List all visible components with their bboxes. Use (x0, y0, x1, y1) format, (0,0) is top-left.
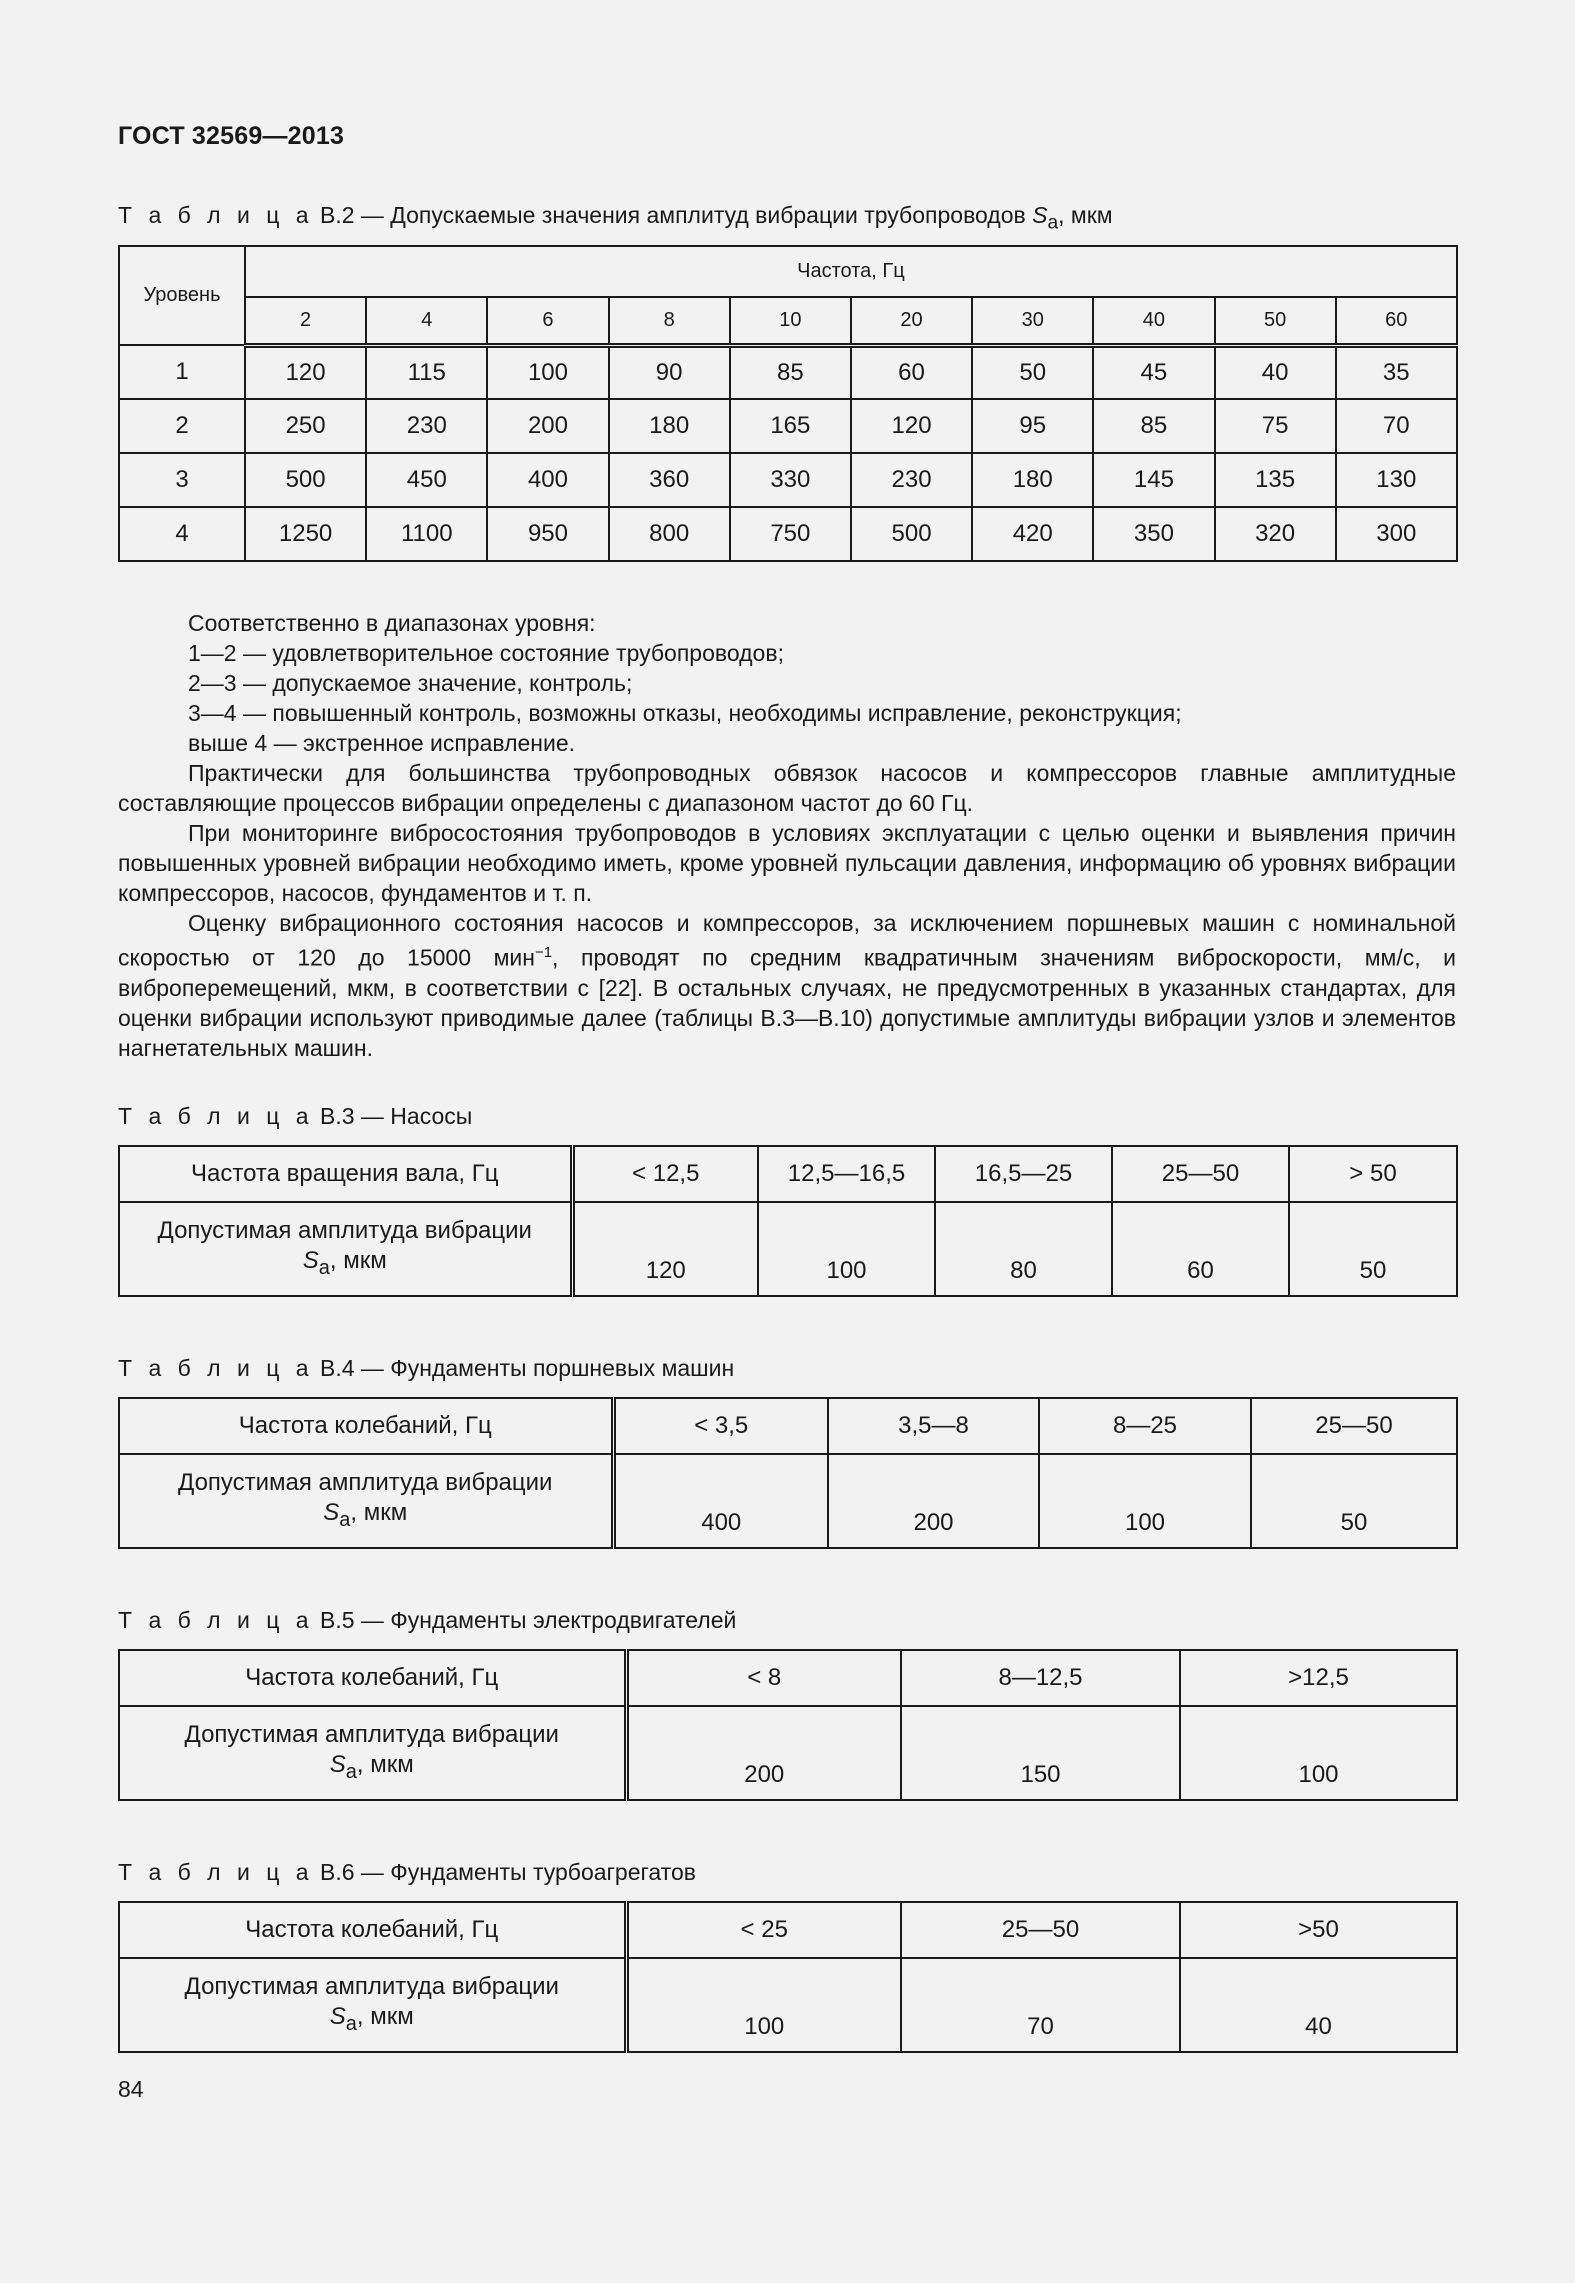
frequency-cell: 8 (609, 297, 730, 345)
level-item: 3—4 — повышенный контроль, возможны отказы, необходимы исправление, реконструкция; (188, 700, 1182, 726)
frequency-cell: 6 (487, 297, 608, 345)
row-label: Частота колебаний, Гц (119, 1902, 626, 1958)
value-cell: 120 (851, 399, 972, 453)
value-cell: 85 (1093, 399, 1214, 453)
value-cell: 145 (1093, 453, 1214, 507)
value-cell: 80 (935, 1202, 1112, 1296)
level-header: Уровень (119, 246, 245, 345)
value-cell: 330 (730, 453, 851, 507)
range-cell: 8—25 (1039, 1398, 1251, 1454)
value-cell: 40 (1215, 345, 1336, 399)
row-label: Допустимая амплитуда вибрации $S_a$, мкм (119, 1706, 626, 1800)
frequency-cell: 4 (366, 297, 487, 345)
caption-unit: , мкм (1058, 202, 1113, 228)
document-header: ГОСТ 32569—2013 (118, 122, 345, 150)
value-cell: 180 (609, 399, 730, 453)
table-b2-body (119, 345, 1457, 561)
caption-subscript: a (1047, 212, 1059, 234)
value-cell: 1100 (366, 507, 487, 561)
value-cell: 1250 (245, 507, 366, 561)
value-cell: 800 (609, 507, 730, 561)
table-b4 (118, 1397, 1458, 1549)
value-cell: 500 (851, 507, 972, 561)
value-cell: 40 (1180, 1958, 1457, 2052)
table-b6-caption: Т а б л и ц а В.6 — Фундаменты турбоагрегатов (118, 1859, 696, 1885)
value-cell: 115 (366, 345, 487, 399)
value-cell: 250 (245, 399, 366, 453)
amplitude-row (119, 1706, 1457, 1800)
value-cell: 60 (851, 345, 972, 399)
range-cell: 16,5—25 (935, 1146, 1112, 1202)
value-cell: 150 (901, 1706, 1180, 1800)
value-cell: 120 (245, 345, 366, 399)
table-b3-caption: Т а б л и ц а В.3 — Насосы (118, 1103, 473, 1129)
value-cell: 100 (1039, 1454, 1251, 1548)
frequency-header: Частота, Гц (245, 246, 1457, 297)
paragraph: Практически для большинства трубопроводных обвязок насосов и компрессоров главные амплитудные составляющие процессов вибрации определены с диапазоном частот до 60 Гц. (118, 760, 1456, 816)
row-label: Частота колебаний, Гц (119, 1398, 613, 1454)
value-cell: 200 (626, 1706, 901, 1800)
value-cell: 350 (1093, 507, 1214, 561)
value-cell: 75 (1215, 399, 1336, 453)
range-cell: 25—50 (1251, 1398, 1457, 1454)
level-item: 1—2 — удовлетворительное состояние трубопроводов; (188, 640, 784, 666)
frequency-cell: 10 (730, 297, 851, 345)
range-cell: 25—50 (901, 1902, 1180, 1958)
value-cell: 135 (1215, 453, 1336, 507)
range-cell: < 8 (626, 1650, 901, 1706)
value-cell: 450 (366, 453, 487, 507)
caption-text: В.2 — Допускаемые значения амплитуд вибрации трубопроводов (319, 202, 1026, 228)
table-row (119, 345, 1457, 399)
value-cell: 50 (1251, 1454, 1457, 1548)
value-cell: 950 (487, 507, 608, 561)
value-cell: 45 (1093, 345, 1214, 399)
range-cell: >50 (1180, 1902, 1457, 1958)
row-label: Частота колебаний, Гц (119, 1650, 626, 1706)
frequency-row (119, 1146, 1457, 1202)
level-item: 2—3 — допускаемое значение, контроль; (188, 670, 633, 696)
table-b6 (118, 1901, 1458, 2053)
level-list (118, 608, 1456, 758)
frequency-cell: 60 (1336, 297, 1457, 345)
intro-line: Соответственно в диапазонах уровня: (188, 610, 596, 636)
value-cell: 50 (972, 345, 1093, 399)
amplitude-row (119, 1958, 1457, 2052)
frequency-row (119, 1398, 1457, 1454)
table-row (119, 399, 1457, 453)
table-row (119, 507, 1457, 561)
table-b5 (118, 1649, 1458, 1801)
paragraph: Оценку вибрационного состояния насосов и компрессоров, за исключением поршневых машин с номинальной скоростью от 120 до 15000 мин$^{-1}$, проводят по средним квадратичным значениям виброскорости, мм/с, и виброперемещений, мкм, в соответствии с [22]. В остальных случаях, не предусмотренных в указанных стандартах, для оценки вибрации используют приводимые далее (таблицы В.3—В.10) допустимые амплитуды вибрации узлов и элементов нагнетательных машин. (118, 910, 1457, 1061)
value-cell: 35 (1336, 345, 1457, 399)
value-cell: 400 (487, 453, 608, 507)
row-label: Частота вращения вала, Гц (119, 1146, 572, 1202)
range-cell: < 12,5 (572, 1146, 758, 1202)
value-cell: 120 (572, 1202, 758, 1296)
range-cell: 25—50 (1112, 1146, 1289, 1202)
range-cell: > 50 (1289, 1146, 1457, 1202)
level-cell: 1 (119, 345, 245, 399)
value-cell: 420 (972, 507, 1093, 561)
value-cell: 750 (730, 507, 851, 561)
frequency-cell: 20 (851, 297, 972, 345)
value-cell: 100 (626, 1958, 901, 2052)
page-number: 84 (118, 2076, 144, 2102)
frequency-cell: 2 (245, 297, 366, 345)
range-cell: >12,5 (1180, 1650, 1457, 1706)
frequency-row (119, 297, 1457, 345)
value-cell: 70 (1336, 399, 1457, 453)
frequency-row (119, 1902, 1457, 1958)
value-cell: 85 (730, 345, 851, 399)
frequency-cell: 40 (1093, 297, 1214, 345)
row-label: Допустимая амплитуда вибрации $S_a$, мкм (119, 1202, 572, 1296)
body-text (118, 608, 1456, 1063)
caption-symbol: S (1032, 202, 1048, 228)
caption-prefix: Т а б л и ц а (118, 202, 314, 228)
level-cell: 3 (119, 453, 245, 507)
range-cell: 12,5—16,5 (758, 1146, 935, 1202)
value-cell: 200 (487, 399, 608, 453)
value-cell: 100 (1180, 1706, 1457, 1800)
range-cell: 8—12,5 (901, 1650, 1180, 1706)
value-cell: 100 (487, 345, 608, 399)
amplitude-row (119, 1454, 1457, 1548)
level-cell: 2 (119, 399, 245, 453)
value-cell: 100 (758, 1202, 935, 1296)
paragraph: При мониторинге вибросостояния трубопроводов в условиях эксплуатации с целью оценки и выявления причин повышенных уровней вибрации необходимо иметь, кроме уровней пульсации давления, информацию об уровнях вибрации компрессоров, насосов, фундаментов и т. п. (118, 820, 1456, 906)
value-cell: 230 (851, 453, 972, 507)
frequency-cell: 30 (972, 297, 1093, 345)
frequency-row (119, 1650, 1457, 1706)
value-cell: 60 (1112, 1202, 1289, 1296)
table-b4-caption: Т а б л и ц а В.4 — Фундаменты поршневых машин (118, 1355, 735, 1381)
value-cell: 230 (366, 399, 487, 453)
frequency-cell: 50 (1215, 297, 1336, 345)
value-cell: 95 (972, 399, 1093, 453)
value-cell: 200 (828, 1454, 1039, 1548)
value-cell: 320 (1215, 507, 1336, 561)
value-cell: 180 (972, 453, 1093, 507)
level-item: выше 4 — экстренное исправление. (188, 730, 576, 756)
table-b5-caption: Т а б л и ц а В.5 — Фундаменты электродвигателей (118, 1607, 737, 1633)
value-cell: 130 (1336, 453, 1457, 507)
value-cell: 165 (730, 399, 851, 453)
range-cell: 3,5—8 (828, 1398, 1039, 1454)
value-cell: 90 (609, 345, 730, 399)
level-cell: 4 (119, 507, 245, 561)
value-cell: 50 (1289, 1202, 1457, 1296)
row-label: Допустимая амплитуда вибрации $S_a$, мкм (119, 1454, 613, 1548)
table-b2 (118, 245, 1458, 562)
value-cell: 70 (901, 1958, 1180, 2052)
range-cell: < 3,5 (613, 1398, 828, 1454)
range-cell: < 25 (626, 1902, 901, 1958)
row-label: Допустимая амплитуда вибрации $S_a$, мкм (119, 1958, 626, 2052)
amplitude-row (119, 1202, 1457, 1296)
value-cell: 500 (245, 453, 366, 507)
value-cell: 360 (609, 453, 730, 507)
table-b3 (118, 1145, 1458, 1297)
table-b2-caption (118, 202, 1113, 235)
value-cell: 300 (1336, 507, 1457, 561)
value-cell: 400 (613, 1454, 828, 1548)
table-row (119, 453, 1457, 507)
